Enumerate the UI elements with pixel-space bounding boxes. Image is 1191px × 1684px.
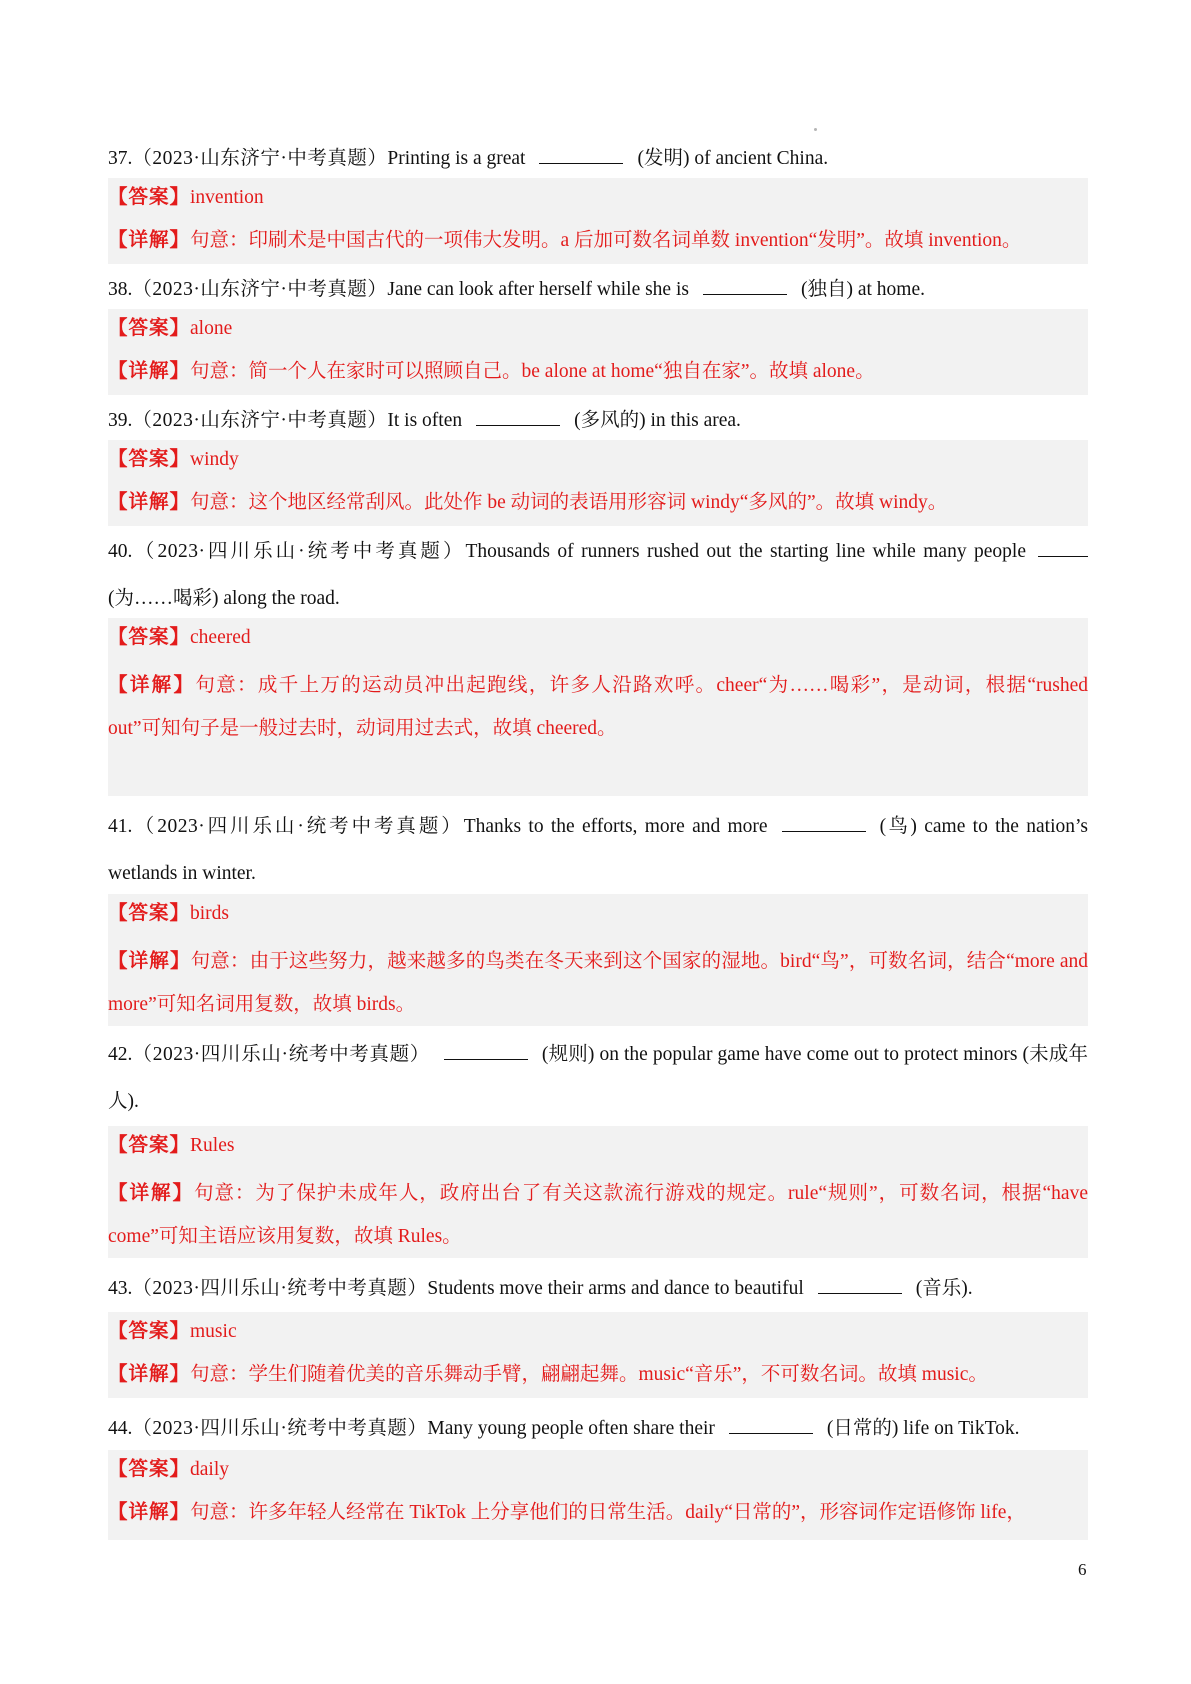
answer-label: 【答案】 <box>108 1321 191 1342</box>
question-hint: (为……喝彩) <box>108 588 219 609</box>
answer-blank <box>444 1043 528 1060</box>
detail-text: 句意：简一个人在家时可以照顾自己。be alone at home“独自在家”。故填 alone。 <box>190 361 875 382</box>
question-text-after: came to the nation’s wetlands in winter. <box>108 816 1088 884</box>
detail-line <box>108 224 1088 252</box>
detail-line <box>108 486 1088 514</box>
question-hint: (音乐) <box>915 1278 968 1299</box>
answer-blank <box>476 409 560 426</box>
question-source: （2023·四川乐山·统考中考真题） <box>132 1418 428 1439</box>
answer-label: 【答案】 <box>108 449 191 470</box>
question-source: （2023·山东济宁·中考真题） <box>132 279 388 300</box>
answer-blank <box>703 278 787 295</box>
answer-blank <box>729 1417 813 1434</box>
detail-label: 【详解】 <box>108 230 191 251</box>
question-44 <box>108 1405 1088 1452</box>
answer-value: music <box>190 1321 237 1342</box>
detail-label: 【详解】 <box>108 675 196 696</box>
answer-value: Rules <box>190 1135 235 1156</box>
detail-line <box>108 355 1088 383</box>
detail-line <box>108 1358 1088 1386</box>
detail-text: 句意：成千上万的运动员冲出起跑线，许多人沿路欢呼。cheer“为……喝彩”，是动词，根据“rushed out”可知句子是一般过去时，动词用过去式，故填 cheered。 <box>108 675 1088 739</box>
detail-label: 【详解】 <box>108 1502 191 1523</box>
question-text-after: along the road. <box>218 588 340 609</box>
question-text-after: in this area. <box>645 410 741 431</box>
question-text: Thanks to the efforts, more and more <box>463 816 768 837</box>
answer-blank <box>1038 540 1088 557</box>
question-text: Many young people often share their <box>427 1418 715 1439</box>
question-42 <box>108 1031 1088 1125</box>
question-number: 41. <box>108 816 133 837</box>
question-text-after: at home. <box>852 279 925 300</box>
question-text-after: on the popular game have come out to protect minors (未成年人). <box>108 1044 1088 1112</box>
answer-value: birds <box>190 903 230 924</box>
detail-text: 句意：印刷术是中国古代的一项伟大发明。a 后加可数名词单数 invention“发明”。故填 invention。 <box>190 230 1022 251</box>
question-hint: (日常的) <box>826 1418 899 1439</box>
answer-line <box>108 1129 1088 1157</box>
detail-line <box>108 1172 1088 1258</box>
question-number: 43. <box>108 1278 133 1299</box>
detail-label: 【详解】 <box>108 361 191 382</box>
answer-box-44 <box>108 1450 1088 1540</box>
answer-line <box>108 443 1088 471</box>
question-text: Printing is a great <box>387 148 526 169</box>
question-number: 38. <box>108 279 133 300</box>
answer-box-42 <box>108 1126 1088 1258</box>
detail-label: 【详解】 <box>108 1183 194 1204</box>
question-hint: (多风的) <box>574 410 646 431</box>
question-hint: (发明) <box>637 148 690 169</box>
answer-box-38 <box>108 309 1088 395</box>
answer-blank <box>818 1277 902 1294</box>
detail-text: 句意：由于这些努力，越来越多的鸟类在冬天来到这个国家的湿地。bird“鸟”，可数名词，结合“more and more”可知名词用复数，故填 birds。 <box>108 951 1088 1015</box>
answer-value: alone <box>190 318 233 339</box>
answer-value: invention <box>190 187 264 208</box>
question-hint: (独自) <box>800 279 853 300</box>
answer-line <box>108 1453 1088 1481</box>
answer-label: 【答案】 <box>108 318 191 339</box>
question-source: （2023·山东济宁·中考真题） <box>132 148 388 169</box>
question-text-after: . <box>967 1278 973 1299</box>
detail-text: 句意：许多年轻人经常在 TikTok 上分享他们的日常生活。daily“日常的”，形容词作定语修饰 life， <box>190 1502 1026 1523</box>
question-hint: (鸟) <box>879 816 917 837</box>
detail-line <box>108 1496 1088 1524</box>
answer-line <box>108 897 1088 925</box>
detail-label: 【详解】 <box>108 492 191 513</box>
answer-box-41 <box>108 894 1088 1026</box>
question-source: （2023·四川乐山·统考中考真题） <box>132 541 466 562</box>
question-source: （2023·四川乐山·统考中考真题） <box>132 1278 428 1299</box>
question-source: （2023·四川乐山·统考中考真题） <box>132 816 464 837</box>
answer-line <box>108 181 1088 209</box>
answer-box-39 <box>108 440 1088 526</box>
answer-box-40 <box>108 618 1088 796</box>
answer-box-37 <box>108 178 1088 264</box>
question-text: Jane can look after herself while she is <box>387 279 689 300</box>
page-number: 6 <box>1078 1560 1087 1579</box>
answer-value: daily <box>190 1459 230 1480</box>
answer-line <box>108 621 1088 649</box>
answer-box-43 <box>108 1312 1088 1398</box>
question-number: 39. <box>108 410 133 431</box>
answer-blank <box>539 147 623 164</box>
question-source: （2023·四川乐山·统考中考真题） <box>132 1044 430 1065</box>
answer-label: 【答案】 <box>108 627 191 648</box>
question-number: 37. <box>108 148 133 169</box>
answer-value: windy <box>190 449 239 470</box>
detail-label: 【详解】 <box>108 951 191 972</box>
answer-label: 【答案】 <box>108 1135 191 1156</box>
detail-text: 句意：这个地区经常刮风。此处作 be 动词的表语用形容词 windy“多风的”。故填 windy。 <box>190 492 948 513</box>
question-40 <box>108 528 1088 622</box>
question-text: It is often <box>387 410 463 431</box>
answer-line <box>108 1315 1088 1343</box>
answer-blank <box>782 815 866 832</box>
detail-text: 句意：学生们随着优美的音乐舞动手臂，翩翩起舞。music“音乐”，不可数名词。故填 music。 <box>190 1364 988 1385</box>
scan-dot <box>814 128 817 131</box>
answer-line <box>108 312 1088 340</box>
question-text-after: of ancient China. <box>689 148 829 169</box>
question-text: Students move their arms and dance to beautiful <box>427 1278 804 1299</box>
question-43 <box>108 1265 1088 1312</box>
answer-label: 【答案】 <box>108 187 191 208</box>
question-38 <box>108 266 1088 313</box>
question-37 <box>108 135 1088 182</box>
question-number: 44. <box>108 1418 133 1439</box>
question-number: 42. <box>108 1044 133 1065</box>
question-hint: (规则) <box>541 1044 595 1065</box>
question-text: Thousands of runners rushed out the starting line while many people <box>465 541 1026 562</box>
question-39 <box>108 397 1088 444</box>
detail-line <box>108 664 1088 750</box>
detail-line <box>108 940 1088 1026</box>
detail-label: 【详解】 <box>108 1364 191 1385</box>
question-source: （2023·山东济宁·中考真题） <box>132 410 388 431</box>
question-number: 40. <box>108 541 133 562</box>
answer-label: 【答案】 <box>108 903 191 924</box>
question-41 <box>108 803 1088 897</box>
question-text-after: life on TikTok. <box>898 1418 1020 1439</box>
answer-label: 【答案】 <box>108 1459 191 1480</box>
detail-text: 句意：为了保护未成年人，政府出台了有关这款流行游戏的规定。rule“规则”，可数名词，根据“have come”可知主语应该用复数，故填 Rules。 <box>108 1183 1088 1247</box>
answer-value: cheered <box>190 627 251 648</box>
